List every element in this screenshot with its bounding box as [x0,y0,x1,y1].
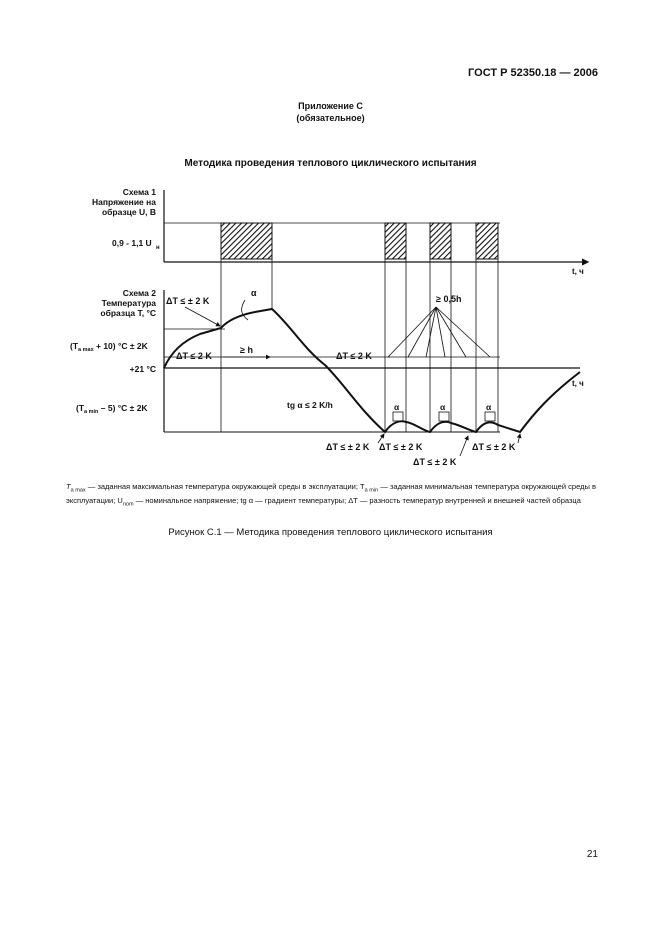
page-number: 21 [586,849,598,860]
hold-label-1: ≥ h [240,345,253,355]
document-title: Методика проведения теплового циклического испытания [184,158,477,169]
scheme1-time-label: t, ч [572,267,584,276]
scheme2-subtitle: Температура [101,298,156,308]
alpha-low-1: α [394,402,400,412]
alpha-label: α [251,288,257,298]
scheme1-subtitle: Напряжение на [92,197,156,207]
level-high-label: $(T_{a max} + 10) ^\circ С \pm 2K$ [70,341,148,353]
dT-label-2: ΔT ≤ 2 K [176,351,212,361]
hold-fan-lines [388,307,500,357]
dT-label-1: ΔT ≤ ± 2 K [166,296,210,306]
temperature-curve [164,309,580,432]
level-low-label: $(T_{a min} - 5) ^\circ С \pm 2K$ [76,403,148,415]
voltage-pulse [476,223,498,259]
gradient-label: tg α ≤ 2 K/h [287,400,333,410]
scheme2-title: Схема 2 [122,288,156,298]
dT-low-label-4: ΔT ≤ ± 2 K [472,442,516,452]
dT-low-label-1: ΔT ≤ ± 2 K [326,442,370,452]
scheme1-title: Схема 1 [122,187,156,197]
dT-low-label-2: ΔT ≤ ± 2 K [379,442,423,452]
voltage-level-sub: н [156,245,160,251]
voltage-pulse [385,223,406,259]
scheme1-labels [92,187,156,217]
appendix-status: (обязательное) [296,113,365,123]
level-room-label: +21 °С [129,364,156,374]
standard-code: ГОСТ Р 52350.18 — 2006 [468,67,598,79]
voltage-pulse [430,223,451,259]
alpha-low-3: α [486,402,492,412]
appendix-title: Приложение С [298,101,363,111]
voltage-pulse [221,223,272,259]
alpha-low-2: α [440,402,446,412]
scheme1-subtitle2: образце U, В [101,207,156,217]
dT-label-3: ΔT ≤ 2 K [336,351,372,361]
figure-legend: $T_{a max}$ — заданная максимальная температура окружающей среды в эксплуатации; $T_{a min}$ — заданная минимальная температура окружающей среды в эксплуатации; $U_{nom}$ — номинальное напряжение; tg α — градиент температуры; ΔT — разность температур внутренней и внешней частей образца [66,482,596,507]
hold-label-2: ≥ 0,5h [436,294,462,304]
voltage-level-label: 0,9 - 1,1 U [112,238,152,248]
scheme2-time-label: t, ч [572,379,584,388]
figure-caption: Рисунок С.1 — Методика проведения теплового циклического испытания [168,527,493,538]
scheme2-labels [100,288,156,318]
scheme2-subtitle2: образца T, °С [100,308,156,318]
dT-low-label-3: ΔT ≤ ± 2 K [413,457,457,467]
